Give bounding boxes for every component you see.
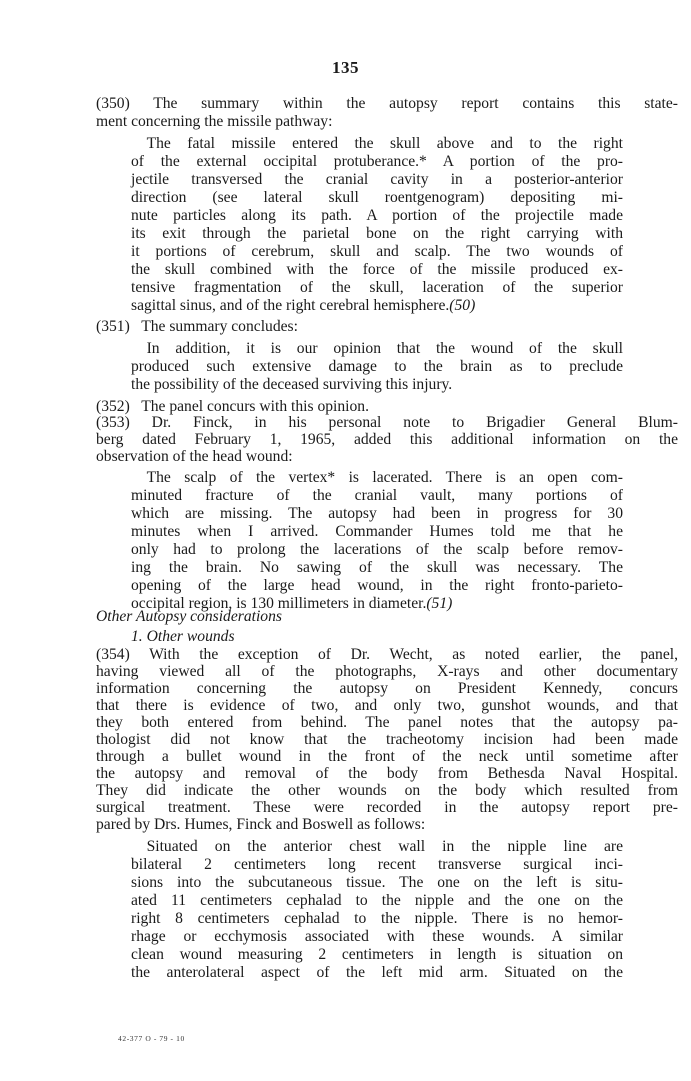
- text-line: its exit through the parietal bone on the right carrying with: [131, 225, 623, 242]
- text-line: The fatal missile entered the skull above and to the right: [131, 135, 623, 152]
- text-line: having viewed all of the photographs, X-rays and other documentary: [96, 663, 678, 680]
- text-line: In addition, it is our opinion that the wound of the skull: [131, 340, 623, 357]
- text-line: minutes when I arrived. Commander Humes told me that he: [131, 523, 623, 540]
- text-line: jectile transversed the cranial cavity in a posterior-anterior: [131, 171, 623, 188]
- text-line: sagittal sinus, and of the right cerebral hemisphere.(50): [131, 297, 476, 314]
- text-line: nute particles along its path. A portion of the projectile made: [131, 207, 623, 224]
- text-line: (350) The summary within the autopsy report contains this state-: [96, 95, 678, 112]
- text-line: clean wound measuring 2 centimeters in length is situation on: [131, 946, 623, 963]
- text-line: produced such extensive damage to the brain as to preclude: [131, 358, 623, 375]
- text-line: The scalp of the vertex* is lacerated. There is an open com-: [131, 469, 623, 486]
- text-line: observation of the head wound:: [96, 448, 293, 465]
- text-line: Situated on the anterior chest wall in the nipple line are: [131, 838, 623, 855]
- text-line: They did indicate the other wounds on the body which resulted from: [96, 782, 678, 799]
- text-line: the anterolateral aspect of the left mid arm. Situated on the: [131, 964, 623, 981]
- text-line: information concerning the autopsy on President Kennedy, concurs: [96, 680, 678, 697]
- text-line: tensive fragmentation of the skull, laceration of the superior: [131, 279, 623, 296]
- text-line: the possibility of the deceased surviving this injury.: [131, 376, 453, 393]
- text-line: minuted fracture of the cranial vault, many portions of: [131, 487, 623, 504]
- text-line: thologist did not know that the tracheotomy incision had been made: [96, 731, 678, 748]
- text-line: berg dated February 1, 1965, added this additional information on the: [96, 431, 678, 448]
- text-line: direction (see lateral skull roentgenogram) depositing mi-: [131, 189, 623, 206]
- text-line: the autopsy and removal of the body from Bethesda Naval Hospital.: [96, 765, 678, 782]
- text-line: bilateral 2 centimeters long recent transverse surgical inci-: [131, 856, 623, 873]
- text-line: opening of the large head wound, in the right fronto-parieto-: [131, 577, 623, 594]
- text-line: through a bullet wound in the front of the neck until sometime after: [96, 748, 678, 765]
- text-line: (351) The summary concludes:: [96, 318, 298, 335]
- text-line: sions into the subcutaneous tissue. The one on the left is situ-: [131, 874, 623, 891]
- text-line: ment concerning the missile pathway:: [96, 113, 333, 130]
- text-line: (353) Dr. Finck, in his personal note to Brigadier General Blum-: [96, 414, 678, 431]
- reference-number: (51): [426, 595, 453, 612]
- text-line: right 8 centimeters cephalad to the nipple. There is no hemor-: [131, 910, 623, 927]
- text-line: the skull combined with the force of the missile produced ex-: [131, 261, 623, 278]
- text-line: occipital region, is 130 millimeters in diameter.(51): [131, 595, 453, 612]
- text-line: rhage or ecchymosis associated with these wounds. A similar: [131, 928, 623, 945]
- text-line: (352) The panel concurs with this opinion.: [96, 398, 369, 415]
- text-line: only had to prolong the lacerations of the scalp before remov-: [131, 541, 623, 558]
- text-line: ated 11 centimeters cephalad to the nipple and the one on the: [131, 892, 623, 909]
- page-number: 135: [332, 58, 359, 77]
- section-heading: 1. Other wounds: [131, 628, 235, 645]
- text-line: ing the brain. No sawing of the skull was necessary. The: [131, 559, 623, 576]
- text-line: it portions of cerebrum, skull and scalp. The two wounds of: [131, 243, 623, 260]
- text-line: they both entered from behind. The panel notes that the autopsy pa-: [96, 714, 678, 731]
- text-line: which are missing. The autopsy had been in progress for 30: [131, 505, 623, 522]
- text-line: pared by Drs. Humes, Finck and Boswell as follows:: [96, 816, 426, 833]
- section-heading: Other Autopsy considerations: [96, 608, 282, 625]
- footer-print-code: 42-377 O - 79 - 10: [118, 1034, 185, 1043]
- reference-number: (50): [449, 297, 476, 314]
- text-line: surgical treatment. These were recorded in the autopsy report pre-: [96, 799, 678, 816]
- text-line: of the external occipital protuberance.* A portion of the pro-: [131, 153, 623, 170]
- text-line: that there is evidence of two, and only two, gunshot wounds, and that: [96, 697, 678, 714]
- text-line: (354) With the exception of Dr. Wecht, as noted earlier, the panel,: [96, 646, 678, 663]
